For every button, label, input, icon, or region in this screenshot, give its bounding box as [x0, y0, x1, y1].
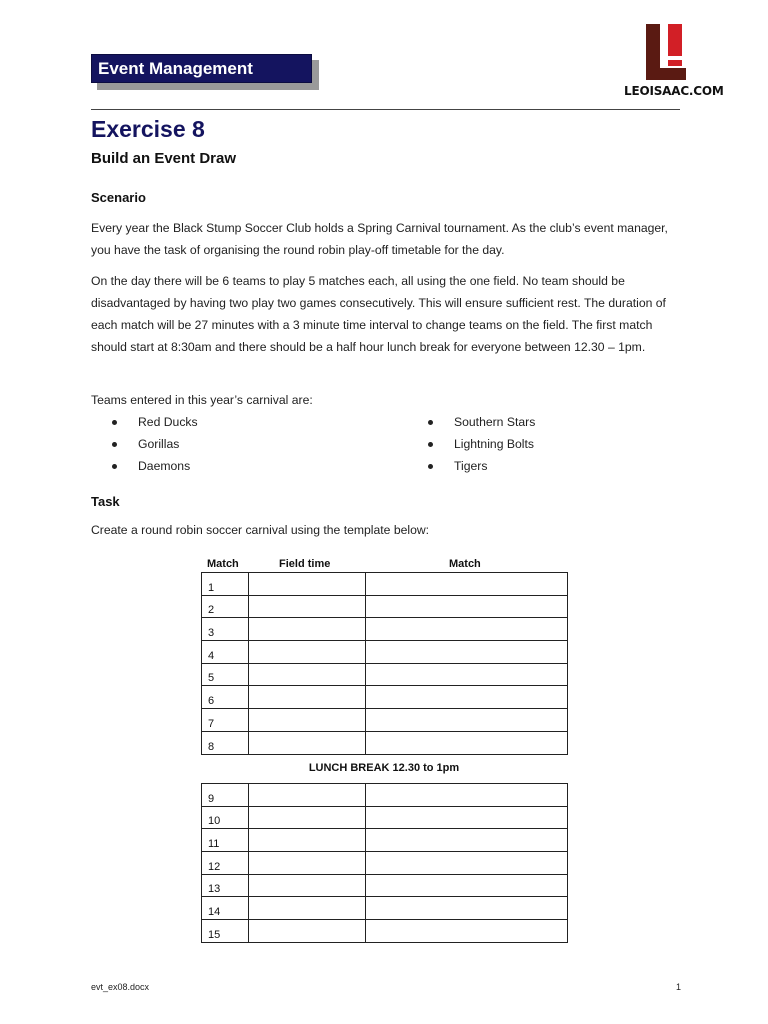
match-cell[interactable] — [366, 595, 568, 618]
bullet-icon — [428, 464, 433, 469]
field-time-cell[interactable] — [249, 686, 366, 709]
match-cell[interactable] — [366, 618, 568, 641]
match-number-cell: 14 — [202, 897, 249, 920]
match-cell[interactable] — [366, 731, 568, 754]
match-number-cell: 10 — [202, 806, 249, 829]
field-time-cell[interactable] — [249, 852, 366, 875]
column-header-match-number: Match — [207, 558, 239, 570]
table-row — [202, 686, 568, 709]
field-time-cell[interactable] — [249, 874, 366, 897]
list-item: Red Ducks — [112, 411, 198, 433]
timetable-afternoon — [201, 783, 568, 943]
field-time-cell[interactable] — [249, 731, 366, 754]
list-item: Southern Stars — [428, 411, 535, 433]
match-cell[interactable] — [366, 806, 568, 829]
table-row — [202, 920, 568, 943]
match-number-cell: 2 — [202, 595, 249, 618]
header-banner — [91, 54, 319, 90]
field-time-cell[interactable] — [249, 573, 366, 596]
table-row — [202, 709, 568, 732]
field-time-cell[interactable] — [249, 784, 366, 807]
match-number-cell: 3 — [202, 618, 249, 641]
team-list-left — [112, 411, 198, 477]
table-row — [202, 573, 568, 596]
table-row — [202, 731, 568, 754]
bullet-icon — [112, 464, 117, 469]
list-item: Daemons — [112, 455, 198, 477]
footer-page-number: 1 — [676, 982, 682, 992]
match-cell[interactable] — [366, 573, 568, 596]
match-number-cell: 1 — [202, 573, 249, 596]
table-row — [202, 784, 568, 807]
scenario-heading: Scenario — [91, 190, 146, 205]
task-text: Create a round robin soccer carnival using the template below: — [91, 523, 430, 537]
field-time-cell[interactable] — [249, 595, 366, 618]
match-number-cell: 12 — [202, 852, 249, 875]
match-cell[interactable] — [366, 874, 568, 897]
match-cell[interactable] — [366, 920, 568, 943]
table-row — [202, 663, 568, 686]
table-row — [202, 806, 568, 829]
bullet-icon — [428, 442, 433, 447]
bullet-icon — [428, 420, 433, 425]
page-subtitle: Build an Event Draw — [91, 150, 237, 167]
match-cell[interactable] — [366, 709, 568, 732]
match-cell[interactable] — [366, 686, 568, 709]
match-number-cell: 5 — [202, 663, 249, 686]
field-time-cell[interactable] — [249, 618, 366, 641]
match-number-cell: 7 — [202, 709, 249, 732]
field-time-cell[interactable] — [249, 897, 366, 920]
field-time-cell[interactable] — [249, 709, 366, 732]
banner-label: Event Management — [98, 59, 253, 78]
match-number-cell: 6 — [202, 686, 249, 709]
table-row — [202, 618, 568, 641]
team-list-right — [428, 411, 535, 477]
footer-filename: evt_ex08.docx — [91, 982, 150, 992]
field-time-cell[interactable] — [249, 663, 366, 686]
task-heading: Task — [91, 494, 120, 509]
header-rule — [91, 109, 680, 110]
table-row — [202, 897, 568, 920]
match-number-cell: 15 — [202, 920, 249, 943]
table-row — [202, 641, 568, 664]
teams-intro: Teams entered in this year’s carnival are: — [91, 393, 313, 407]
column-header-match: Match — [449, 558, 481, 570]
match-cell[interactable] — [366, 829, 568, 852]
match-number-cell: 8 — [202, 731, 249, 754]
match-cell[interactable] — [366, 897, 568, 920]
match-number-cell: 13 — [202, 874, 249, 897]
match-cell[interactable] — [366, 641, 568, 664]
bullet-icon — [112, 420, 117, 425]
table-row — [202, 829, 568, 852]
scenario-paragraph-1: Every year the Black Stump Soccer Club holds a Spring Carnival tournament. As the club’s event manager, you have the task of organising the round robin play-off timetable for the day. — [91, 221, 668, 257]
page-title: Exercise 8 — [91, 116, 205, 142]
list-item: Tigers — [428, 455, 535, 477]
field-time-cell[interactable] — [249, 806, 366, 829]
lunch-break-label: LUNCH BREAK 12.30 to 1pm — [308, 762, 460, 774]
table-row — [202, 852, 568, 875]
match-cell[interactable] — [366, 663, 568, 686]
column-header-field-time: Field time — [279, 558, 331, 570]
match-number-cell: 11 — [202, 829, 249, 852]
bullet-icon — [112, 442, 117, 447]
field-time-cell[interactable] — [249, 829, 366, 852]
list-item: Lightning Bolts — [428, 433, 535, 455]
table-row — [202, 874, 568, 897]
table-row — [202, 595, 568, 618]
match-cell[interactable] — [366, 784, 568, 807]
scenario-paragraph-2: On the day there will be 6 teams to play 5 matches each, all using the one field. No team should be disadvantaged by having two play two games consecutively. This will ensure sufficient rest. The duration of each match will be 27 minutes with a 3 minute time interval to change teams on the field. The first match should start at 8:30am and there should be a half hour lunch break for everyone between 12.30 – 1pm. — [91, 274, 666, 354]
match-cell[interactable] — [366, 852, 568, 875]
match-number-cell: 9 — [202, 784, 249, 807]
field-time-cell[interactable] — [249, 641, 366, 664]
logo-text: LEOISAAC.COM — [624, 84, 724, 98]
banner-box — [91, 54, 312, 83]
field-time-cell[interactable] — [249, 920, 366, 943]
list-item: Gorillas — [112, 433, 198, 455]
match-number-cell: 4 — [202, 641, 249, 664]
timetable-morning — [201, 572, 568, 755]
